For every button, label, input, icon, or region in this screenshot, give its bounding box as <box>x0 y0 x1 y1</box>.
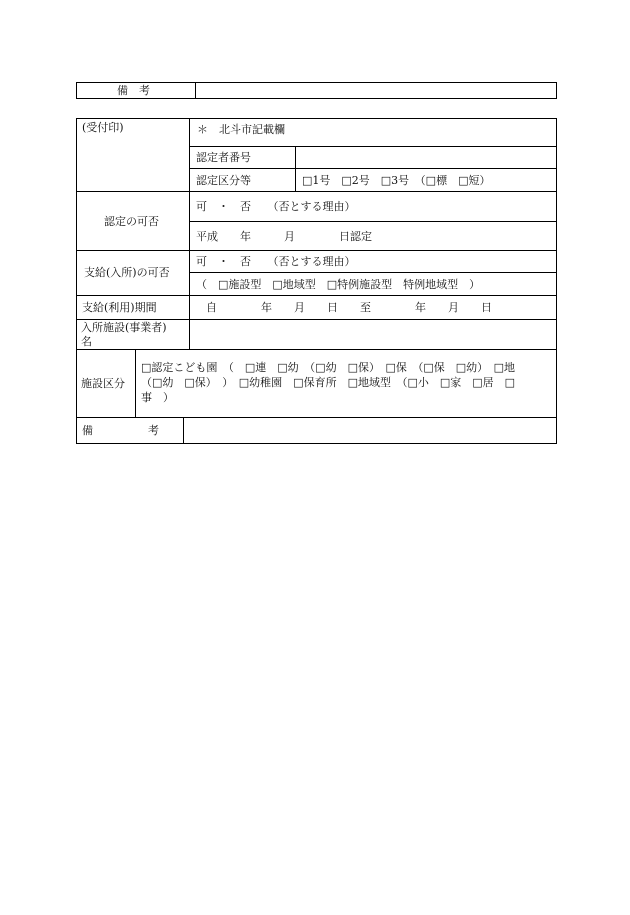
facility-class-label: 施設区分 <box>81 377 125 390</box>
cert-number-value[interactable] <box>300 151 550 165</box>
admission-label: 支給(入所)の可否 <box>84 266 170 279</box>
admission-options[interactable]: 可 ・ 否 （否とする理由） <box>196 255 356 268</box>
admission-types[interactable]: （ □施設型 □地域型 □特例施設型 特例地域型 ） <box>196 278 481 291</box>
facility-class-line2[interactable]: （□幼 □保） ） □幼稚園 □保育所 □地域型 （□小 □家 □居 □ <box>141 376 516 389</box>
period-label: 支給(利用)期間 <box>82 301 157 314</box>
facility-name-label-line2: 名 <box>81 335 92 348</box>
approval-options[interactable]: 可 ・ 否 （否とする理由） <box>196 200 356 213</box>
cert-class-options[interactable]: □1号 □2号 □3号 （□標 □短） <box>302 174 491 187</box>
top-remarks-label: 備 考 <box>117 84 150 97</box>
approval-label: 認定の可否 <box>104 215 159 228</box>
approval-date[interactable]: 平成 年 月 日認定 <box>196 230 372 243</box>
remarks-label: 備 考 <box>82 424 159 437</box>
facility-name-label-line1: 入所施設(事業者) <box>81 321 167 334</box>
facility-class-line1[interactable]: □認定こども園 （ □連 □幼 （□幼 □保） □保 （□保 □幼） □地 <box>141 361 516 374</box>
facility-class-line3[interactable]: 事 ） <box>141 391 174 404</box>
period-value[interactable]: 自 年 月 日 至 年 月 日 <box>206 301 492 314</box>
asterisk-mark: ＊ <box>197 123 208 136</box>
top-remarks-value[interactable] <box>200 84 550 97</box>
cert-number-label: 認定者番号 <box>196 151 251 164</box>
office-use-header: 北斗市記載欄 <box>219 123 285 136</box>
facility-name-value[interactable] <box>196 326 546 342</box>
reception-stamp-label: (受付印) <box>82 121 124 134</box>
remarks-value[interactable] <box>190 424 550 438</box>
cert-class-label: 認定区分等 <box>196 174 251 187</box>
